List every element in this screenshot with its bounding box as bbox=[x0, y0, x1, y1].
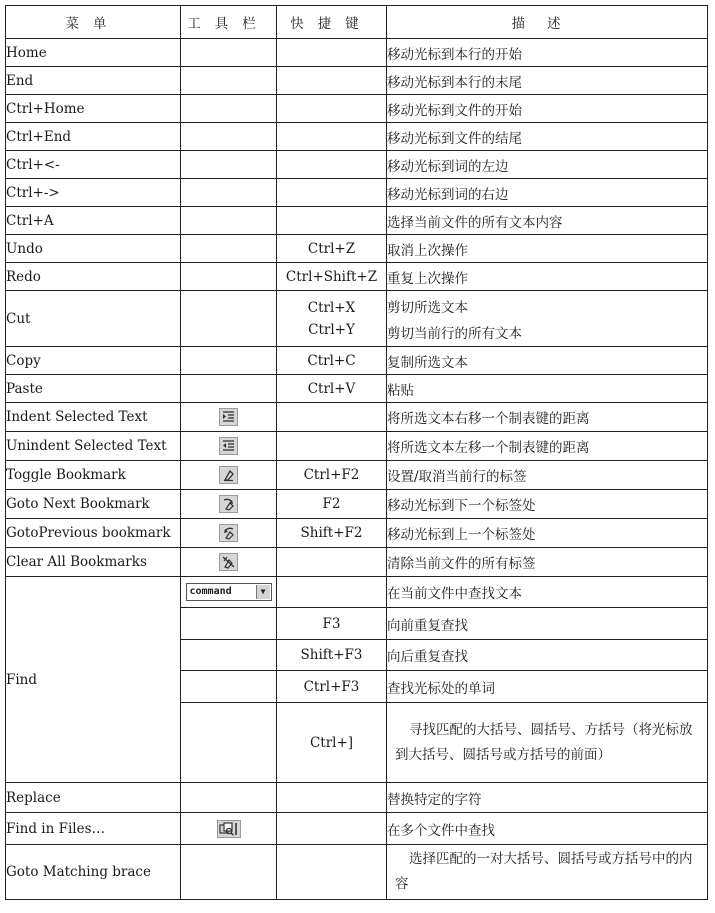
shortcut-line: Ctrl+X bbox=[307, 299, 356, 316]
toolbar-cell bbox=[181, 235, 277, 263]
toolbar-cell bbox=[181, 151, 277, 179]
shortcut-cell: Ctrl+] bbox=[277, 703, 387, 783]
toolbar-cell bbox=[181, 703, 277, 783]
description-cell: 移动光标到词的左边 bbox=[387, 151, 708, 179]
table-row bbox=[6, 95, 708, 123]
description-cell: 粘贴 bbox=[387, 375, 708, 403]
shortcut-cell: Ctrl+Shift+Z bbox=[277, 263, 387, 291]
menu-cell: Home bbox=[6, 39, 181, 67]
toolbar-cell bbox=[181, 577, 277, 608]
shortcut-cell bbox=[277, 577, 387, 608]
toggle-bookmark-icon[interactable] bbox=[219, 466, 238, 484]
menu-cell: Goto Next Bookmark bbox=[6, 490, 181, 519]
shortcut-cell: Ctrl+V bbox=[277, 375, 387, 403]
menu-cell: Find in Files… bbox=[6, 813, 181, 845]
table-row bbox=[6, 548, 708, 577]
menu-cell-find: Find bbox=[6, 577, 181, 783]
menu-cell: Unindent Selected Text bbox=[6, 432, 181, 461]
menu-cell: Goto Matching brace bbox=[6, 845, 181, 900]
toolbar-cell bbox=[181, 263, 277, 291]
description-cell: 选择匹配的一对大括号、圆括号或方括号中的内容 bbox=[387, 845, 708, 900]
description-cell: 向后重复查找 bbox=[387, 640, 708, 671]
shortcut-cell: Shift+F3 bbox=[277, 640, 387, 671]
toolbar-cell bbox=[181, 123, 277, 151]
header-row bbox=[6, 6, 708, 39]
menu-cell: Ctrl+Home bbox=[6, 95, 181, 123]
toolbar-cell bbox=[181, 640, 277, 671]
shortcut-cell bbox=[277, 291, 387, 347]
table-row bbox=[6, 179, 708, 207]
find-combo-box[interactable] bbox=[186, 583, 272, 601]
description-cell: 复制所选文本 bbox=[387, 347, 708, 375]
table-row bbox=[6, 783, 708, 813]
toolbar-cell bbox=[181, 845, 277, 900]
toolbar-cell bbox=[181, 403, 277, 432]
find-combo-value: command bbox=[189, 586, 232, 597]
table-row bbox=[6, 207, 708, 235]
toolbar-cell bbox=[181, 432, 277, 461]
header-toolbar: 工具栏 bbox=[181, 6, 277, 39]
table-row bbox=[6, 151, 708, 179]
chevron-down-icon[interactable]: ▼ bbox=[256, 585, 270, 599]
shortcut-cell bbox=[277, 123, 387, 151]
shortcut-cell bbox=[277, 845, 387, 900]
description-cell: 移动光标到词的右边 bbox=[387, 179, 708, 207]
table-row bbox=[6, 519, 708, 548]
table-row bbox=[6, 123, 708, 151]
shortcut-cell: Ctrl+Z bbox=[277, 235, 387, 263]
toolbar-cell bbox=[181, 291, 277, 347]
table-row bbox=[6, 291, 708, 347]
description-cell: 向前重复查找 bbox=[387, 608, 708, 640]
toolbar-cell bbox=[181, 67, 277, 95]
table-row bbox=[6, 461, 708, 490]
description-cell: 在多个文件中查找 bbox=[387, 813, 708, 845]
table-row bbox=[6, 263, 708, 291]
description-cell: 在当前文件中查找文本 bbox=[387, 577, 708, 608]
table-row bbox=[6, 490, 708, 519]
table-row bbox=[6, 813, 708, 845]
toolbar-cell bbox=[181, 207, 277, 235]
description-cell: 将所选文本左移一个制表键的距离 bbox=[387, 432, 708, 461]
toolbar-cell bbox=[181, 783, 277, 813]
indent-icon[interactable] bbox=[219, 408, 238, 426]
table-row bbox=[6, 39, 708, 67]
clear-bookmarks-icon[interactable] bbox=[219, 553, 238, 571]
description-cell: 选择当前文件的所有文本内容 bbox=[387, 207, 708, 235]
shortcut-cell bbox=[277, 432, 387, 461]
shortcut-line: Ctrl+Y bbox=[308, 321, 355, 338]
description-cell: 移动光标到文件的开始 bbox=[387, 95, 708, 123]
previous-bookmark-icon[interactable] bbox=[219, 524, 238, 542]
description-cell: 替换特定的字符 bbox=[387, 783, 708, 813]
toolbar-cell bbox=[181, 608, 277, 640]
header-shortcut: 快捷键 bbox=[277, 6, 387, 39]
shortcut-cell bbox=[277, 95, 387, 123]
unindent-icon[interactable] bbox=[219, 437, 238, 455]
shortcut-cell bbox=[277, 813, 387, 845]
description-cell: 设置/取消当前行的标签 bbox=[387, 461, 708, 490]
description-cell: 移动光标到本行的末尾 bbox=[387, 67, 708, 95]
shortcut-cell bbox=[277, 151, 387, 179]
menu-cell: Undo bbox=[6, 235, 181, 263]
menu-cell: Ctrl+<- bbox=[6, 151, 181, 179]
toolbar-cell bbox=[181, 95, 277, 123]
toolbar-cell bbox=[181, 813, 277, 845]
toolbar-cell bbox=[181, 179, 277, 207]
menu-cell: Ctrl+-> bbox=[6, 179, 181, 207]
toolbar-cell bbox=[181, 39, 277, 67]
description-cell: 移动光标到上一个标签处 bbox=[387, 519, 708, 548]
next-bookmark-icon[interactable] bbox=[219, 495, 238, 513]
menu-cell: Indent Selected Text bbox=[6, 403, 181, 432]
menu-cell: Toggle Bookmark bbox=[6, 461, 181, 490]
table-row bbox=[6, 375, 708, 403]
description-cell: 移动光标到本行的开始 bbox=[387, 39, 708, 67]
description-cell: 移动光标到文件的结尾 bbox=[387, 123, 708, 151]
description-cell: 移动光标到下一个标签处 bbox=[387, 490, 708, 519]
menu-cell: Cut bbox=[6, 291, 181, 347]
shortcut-cell bbox=[277, 39, 387, 67]
description-cell bbox=[387, 291, 708, 347]
menu-cell: Paste bbox=[6, 375, 181, 403]
menu-cell: Ctrl+End bbox=[6, 123, 181, 151]
menu-cell: End bbox=[6, 67, 181, 95]
shortcut-cell: Ctrl+F2 bbox=[277, 461, 387, 490]
description-line: 剪切当前行的所有文本 bbox=[387, 325, 522, 342]
table-row bbox=[6, 67, 708, 95]
shortcut-cell bbox=[277, 179, 387, 207]
description-cell: 寻找匹配的大括号、圆括号、方括号（将光标放到大括号、圆括号或方括号的前面） bbox=[387, 703, 708, 783]
header-description: 描述 bbox=[387, 6, 708, 39]
description-cell: 查找光标处的单词 bbox=[387, 671, 708, 703]
toolbar-cell bbox=[181, 461, 277, 490]
menu-cell: GotoPrevious bookmark bbox=[6, 519, 181, 548]
shortcut-cell: F2 bbox=[277, 490, 387, 519]
shortcut-cell: Ctrl+C bbox=[277, 347, 387, 375]
toolbar-cell bbox=[181, 375, 277, 403]
menu-cell: Ctrl+A bbox=[6, 207, 181, 235]
shortcut-cell: F3 bbox=[277, 608, 387, 640]
toolbar-cell bbox=[181, 671, 277, 703]
description-line: 剪切所选文本 bbox=[387, 299, 468, 316]
toolbar-cell bbox=[181, 519, 277, 548]
shortcut-cell bbox=[277, 548, 387, 577]
shortcut-cell: Shift+F2 bbox=[277, 519, 387, 548]
description-cell: 取消上次操作 bbox=[387, 235, 708, 263]
menu-cell: Replace bbox=[6, 783, 181, 813]
toolbar-cell bbox=[181, 490, 277, 519]
shortcut-cell bbox=[277, 67, 387, 95]
shortcut-cell bbox=[277, 207, 387, 235]
table-row bbox=[6, 432, 708, 461]
description-cell: 清除当前文件的所有标签 bbox=[387, 548, 708, 577]
table-row bbox=[6, 845, 708, 900]
table-row bbox=[6, 347, 708, 375]
header-menu: 菜单 bbox=[6, 6, 181, 39]
toolbar-cell bbox=[181, 548, 277, 577]
description-cell: 将所选文本右移一个制表键的距离 bbox=[387, 403, 708, 432]
menu-cell: Clear All Bookmarks bbox=[6, 548, 181, 577]
menu-cell: Redo bbox=[6, 263, 181, 291]
table-row bbox=[6, 403, 708, 432]
toolbar-cell bbox=[181, 347, 277, 375]
command-reference-table bbox=[5, 5, 708, 900]
shortcut-cell bbox=[277, 403, 387, 432]
shortcut-cell: Ctrl+F3 bbox=[277, 671, 387, 703]
find-in-files-icon[interactable] bbox=[217, 820, 241, 838]
table-row bbox=[6, 235, 708, 263]
table-row bbox=[6, 577, 708, 608]
description-cell: 重复上次操作 bbox=[387, 263, 708, 291]
shortcut-cell bbox=[277, 783, 387, 813]
menu-cell: Copy bbox=[6, 347, 181, 375]
